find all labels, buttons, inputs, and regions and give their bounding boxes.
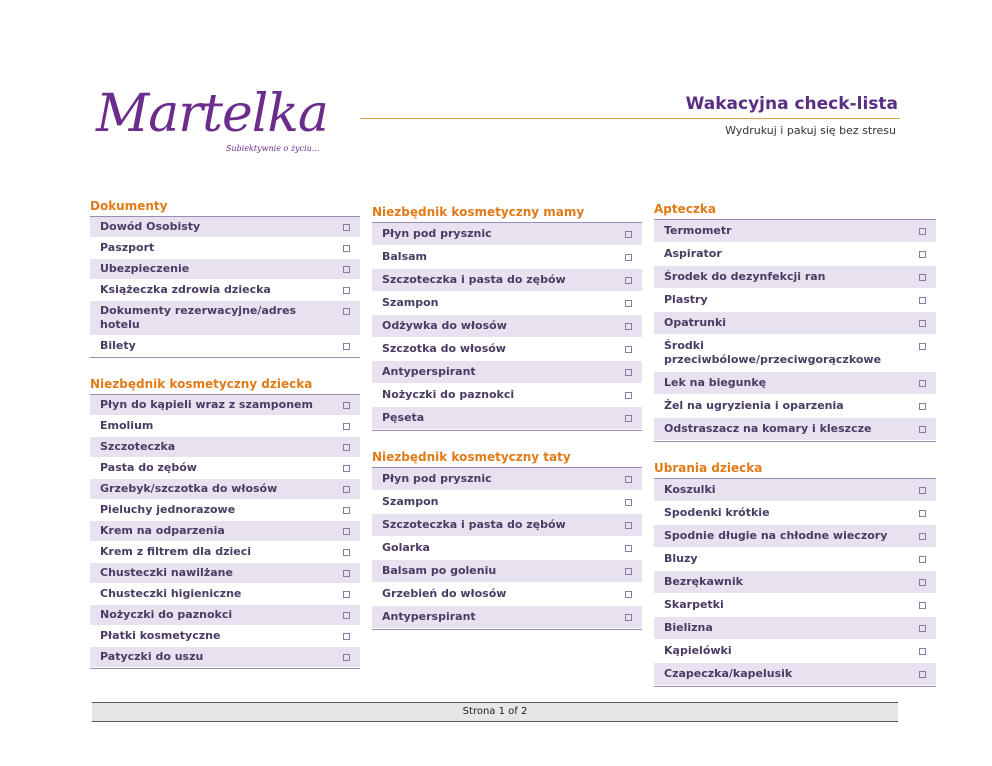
checklist-item (90, 217, 360, 238)
checklist-items (372, 468, 642, 630)
checkbox[interactable] (919, 533, 926, 540)
section-title: Dokumenty (90, 196, 360, 217)
checklist-item (90, 479, 360, 500)
checkbox[interactable] (919, 403, 926, 410)
checkbox[interactable] (343, 612, 350, 619)
checklist-item (90, 238, 360, 259)
item-label: Szczoteczka (100, 440, 176, 453)
item-label: Środek do dezynfekcji ran (664, 270, 826, 283)
section-apteczka (654, 199, 936, 442)
checklist-item (372, 246, 642, 269)
checkbox[interactable] (919, 556, 926, 563)
item-label: Grzebień do włosów (382, 587, 507, 600)
checkbox[interactable] (625, 591, 632, 598)
checklist-item (90, 458, 360, 479)
checklist-item (654, 571, 936, 594)
checkbox[interactable] (343, 465, 350, 472)
checkbox[interactable] (343, 402, 350, 409)
checkbox[interactable] (919, 251, 926, 258)
checklist-item (372, 407, 642, 430)
item-label: Szampon (382, 296, 439, 309)
checklist-item (372, 560, 642, 583)
checklist-item (654, 372, 936, 395)
item-label: Odżywka do włosów (382, 319, 507, 332)
item-label: Grzebyk/szczotka do włosów (100, 482, 278, 495)
checklist-item (90, 437, 360, 458)
item-label: Emolium (100, 419, 154, 432)
page-footer (92, 702, 898, 722)
item-label: Szczotka do włosów (382, 342, 506, 355)
checklist-item (654, 395, 936, 418)
checklist-item (654, 289, 936, 312)
checkbox[interactable] (919, 297, 926, 304)
checkbox[interactable] (625, 568, 632, 575)
item-label: Golarka (382, 541, 430, 554)
checkbox[interactable] (919, 343, 926, 350)
item-label: Opatrunki (664, 316, 727, 329)
checkbox[interactable] (343, 423, 350, 430)
checklist-items (90, 395, 360, 669)
section-title: Niezbędnik kosmetyczny dziecka (90, 374, 360, 395)
checkbox[interactable] (625, 300, 632, 307)
checklist-item (90, 584, 360, 605)
checkbox[interactable] (625, 277, 632, 284)
checklist-item (654, 502, 936, 525)
item-label: Bielizna (664, 621, 713, 634)
item-label: Odstraszacz na komary i kleszcze (664, 422, 872, 435)
checkbox[interactable] (625, 522, 632, 529)
checklist-item (372, 338, 642, 361)
checklist-item (372, 292, 642, 315)
checklist-item (372, 361, 642, 384)
item-label: Chusteczki nawilżane (100, 566, 233, 579)
checklist-item (90, 605, 360, 626)
item-label: Środki przeciwbólowe/przeciwgorączkowe (664, 339, 882, 366)
item-label: Ubezpieczenie (100, 262, 190, 275)
checkbox[interactable] (919, 602, 926, 609)
checklist-item (372, 606, 642, 629)
checkbox[interactable] (919, 274, 926, 281)
checklist-item (654, 479, 936, 502)
checklist-item (372, 583, 642, 606)
checklist-item (90, 500, 360, 521)
checkbox[interactable] (343, 549, 350, 556)
checkbox[interactable] (625, 415, 632, 422)
item-label: Bezrękawnik (664, 575, 743, 588)
checkbox[interactable] (343, 528, 350, 535)
checkbox[interactable] (343, 633, 350, 640)
item-label: Czapeczka/kapelusik (664, 667, 793, 680)
checkbox[interactable] (625, 254, 632, 261)
checklist-items (372, 223, 642, 431)
checkbox[interactable] (343, 308, 350, 315)
checklist-item (654, 663, 936, 686)
checklist-items (654, 220, 936, 442)
logo-tagline: Subiektywnie o życiu... (226, 144, 320, 153)
checklist-item (90, 301, 360, 336)
checklist-item (372, 514, 642, 537)
item-label: Płatki kosmetyczne (100, 629, 221, 642)
checkbox[interactable] (343, 343, 350, 350)
checklist-item (372, 468, 642, 491)
item-label: Balsam (382, 250, 428, 263)
checklist-item (654, 266, 936, 289)
checklist-item (654, 220, 936, 243)
item-label: Krem z filtrem dla dzieci (100, 545, 251, 558)
checklist-item (654, 335, 936, 372)
section-title: Apteczka (654, 199, 936, 220)
checkbox[interactable] (625, 231, 632, 238)
section-title: Niezbędnik kosmetyczny taty (372, 447, 642, 468)
checkbox[interactable] (625, 392, 632, 399)
header-divider (360, 118, 900, 119)
item-label: Krem na odparzenia (100, 524, 225, 537)
item-label: Dokumenty rezerwacyjne/adres hotelu (100, 304, 297, 331)
checkbox[interactable] (343, 266, 350, 273)
item-label: Pęseta (382, 411, 425, 424)
checkbox[interactable] (625, 476, 632, 483)
item-label: Żel na ugryzienia i oparzenia (664, 399, 844, 412)
item-label: Szampon (382, 495, 439, 508)
checklist-item (90, 416, 360, 437)
item-label: Termometr (664, 224, 732, 237)
checkbox[interactable] (919, 671, 926, 678)
checklist-item (90, 563, 360, 584)
section-kosmetyki-taty (372, 447, 642, 630)
checklist-item (654, 617, 936, 640)
item-label: Antyperspirant (382, 610, 476, 623)
checkbox[interactable] (919, 228, 926, 235)
checkbox[interactable] (343, 591, 350, 598)
checklist-item (372, 223, 642, 246)
logo (96, 84, 366, 164)
checkbox[interactable] (919, 625, 926, 632)
checkbox[interactable] (343, 507, 350, 514)
item-label: Paszport (100, 241, 155, 254)
checklist-item (90, 259, 360, 280)
checkbox[interactable] (919, 320, 926, 327)
checklist-item (372, 537, 642, 560)
checklist-item (654, 594, 936, 617)
item-label: Aspirator (664, 247, 722, 260)
item-label: Płyn do kąpieli wraz z szamponem (100, 398, 313, 411)
item-label: Skarpetki (664, 598, 724, 611)
checkbox[interactable] (625, 499, 632, 506)
item-label: Szczoteczka i pasta do zębów (382, 273, 566, 286)
section-ubrania-dziecka (654, 458, 936, 687)
checkbox[interactable] (343, 570, 350, 577)
item-label: Plastry (664, 293, 708, 306)
checklist-item (654, 548, 936, 571)
checkbox[interactable] (919, 579, 926, 586)
checkbox[interactable] (625, 614, 632, 621)
item-label: Lek na biegunkę (664, 376, 767, 389)
checklist-item (372, 269, 642, 292)
checklist-item (654, 640, 936, 663)
checklist-column-1 (90, 196, 360, 685)
checkbox[interactable] (343, 287, 350, 294)
page-number: Strona 1 of 2 (462, 706, 528, 717)
item-label: Nożyczki do paznokci (382, 388, 515, 401)
item-label: Chusteczki higieniczne (100, 587, 242, 600)
item-label: Pasta do zębów (100, 461, 197, 474)
section-kosmetyki-mamy (372, 202, 642, 431)
checklist-item (90, 647, 360, 668)
checkbox[interactable] (919, 648, 926, 655)
checklist-item (372, 315, 642, 338)
section-title: Ubrania dziecka (654, 458, 936, 479)
item-label: Spodenki krótkie (664, 506, 770, 519)
item-label: Dowód Osobisty (100, 220, 201, 233)
checklist-item (372, 384, 642, 407)
checkbox[interactable] (343, 245, 350, 252)
checkbox[interactable] (625, 545, 632, 552)
checklist-item (90, 626, 360, 647)
page-title: Wakacyjna check-lista (685, 94, 898, 114)
checklist-item (90, 280, 360, 301)
item-label: Pieluchy jednorazowe (100, 503, 236, 516)
checkbox[interactable] (919, 426, 926, 433)
page-subtitle: Wydrukuj i pakuj się bez stresu (725, 124, 896, 137)
item-label: Antyperspirant (382, 365, 476, 378)
checkbox[interactable] (625, 369, 632, 376)
item-label: Książeczka zdrowia dziecka (100, 283, 271, 296)
item-label: Płyn pod prysznic (382, 472, 492, 485)
item-label: Płyn pod prysznic (382, 227, 492, 240)
checkbox[interactable] (919, 510, 926, 517)
item-label: Nożyczki do paznokci (100, 608, 233, 621)
checklist-items (654, 479, 936, 687)
checkbox[interactable] (343, 654, 350, 661)
checklist-item (654, 312, 936, 335)
logo-wordmark: Martelka (96, 84, 328, 144)
checklist-item (90, 395, 360, 416)
section-dokumenty (90, 196, 360, 358)
item-label: Patyczki do uszu (100, 650, 204, 663)
checkbox[interactable] (343, 224, 350, 231)
checklist-items (90, 217, 360, 358)
checklist-item (372, 491, 642, 514)
checklist-column-3 (654, 196, 936, 703)
item-label: Balsam po goleniu (382, 564, 497, 577)
checkbox[interactable] (919, 487, 926, 494)
item-label: Bluzy (664, 552, 698, 565)
checklist-column-2 (372, 196, 642, 646)
item-label: Bilety (100, 339, 136, 352)
checklist-item (654, 525, 936, 548)
item-label: Koszulki (664, 483, 716, 496)
checklist-item (654, 418, 936, 441)
item-label: Spodnie długie na chłodne wieczory (664, 529, 888, 542)
checkbox[interactable] (919, 380, 926, 387)
checkbox[interactable] (625, 346, 632, 353)
checkbox[interactable] (343, 486, 350, 493)
checkbox[interactable] (625, 323, 632, 330)
item-label: Kąpielówki (664, 644, 732, 657)
checkbox[interactable] (343, 444, 350, 451)
checklist-item (90, 336, 360, 357)
section-title: Niezbędnik kosmetyczny mamy (372, 202, 642, 223)
checklist-item (654, 243, 936, 266)
item-label: Szczoteczka i pasta do zębów (382, 518, 566, 531)
checklist-item (90, 521, 360, 542)
checklist-item (90, 542, 360, 563)
section-kosmetyki-dziecka (90, 374, 360, 669)
